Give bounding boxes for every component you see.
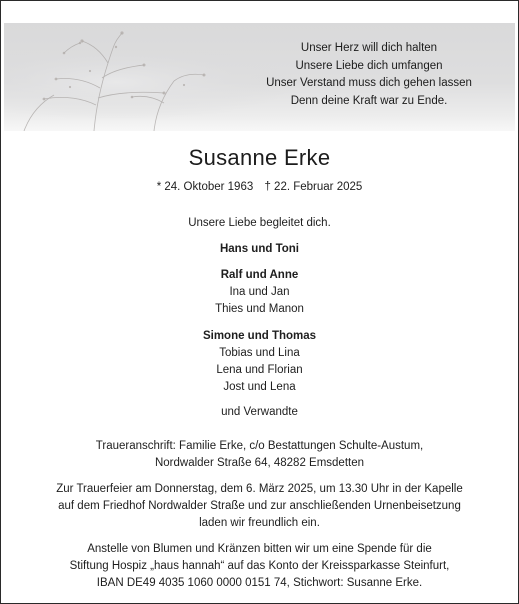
intro-text — [1, 215, 518, 232]
relatives-line: und Verwandte — [221, 406, 298, 418]
ceremony-line: auf dem Friedhof Nordwalder Straße und zur anschließenden Urnenbeisetzung — [58, 500, 461, 512]
death-date: † 22. Februar 2025 — [264, 181, 363, 193]
family-head: Simone und Thomas — [202, 330, 317, 342]
family-member: Ina und Jan — [229, 286, 290, 298]
donation-line: Stiftung Hospiz „haus hannah“ auf das Konto der Kreissparkasse Steinfurt, — [69, 560, 450, 572]
ceremony-text — [1, 481, 518, 532]
family-head: Ralf und Anne — [220, 269, 299, 281]
address-line: Nordwalder Straße 64, 48282 Emsdetten — [154, 457, 365, 469]
family-member: Jost und Lena — [223, 381, 296, 393]
deceased-name: Susanne Erke — [188, 145, 331, 170]
poem — [244, 40, 494, 110]
mourning-address — [1, 438, 518, 472]
ceremony-line: laden wir freundlich ein. — [199, 517, 320, 529]
life-dates — [1, 181, 518, 193]
header-image — [4, 23, 515, 131]
family-head: Hans und Toni — [219, 243, 299, 255]
address-line: Traueranschrift: Familie Erke, c/o Bestattungen Schulte-Austum, — [95, 440, 424, 452]
donation-line: Anstelle von Blumen und Kränzen bitten wir um eine Spende für die — [87, 543, 432, 555]
poem-line: Unser Verstand muss dich gehen lassen — [266, 77, 472, 89]
family-group-2 — [1, 267, 518, 318]
donation-text — [1, 541, 518, 592]
poem-line: Unser Herz will dich halten — [300, 42, 438, 54]
relatives-text — [1, 404, 518, 421]
poem-line: Denn deine Kraft war zu Ende. — [290, 94, 448, 107]
donation-line: IBAN DE49 4035 1060 0000 0151 74, Stichwort: Susanne Erke. — [96, 577, 423, 589]
ceremony-line: Zur Trauerfeier am Donnerstag, dem 6. März 2025, um 13.30 Uhr in der Kapelle — [56, 483, 463, 495]
poem-line: Unsere Liebe dich umfangen — [295, 59, 443, 72]
family-group-1 — [1, 241, 518, 258]
family-member: Thies und Manon — [215, 303, 304, 315]
family-member: Lena und Florian — [216, 364, 303, 376]
birth-date: * 24. Oktober 1963 — [156, 181, 254, 193]
intro-line: Unsere Liebe begleitet dich. — [188, 217, 331, 229]
family-member: Tobias und Lina — [219, 347, 300, 359]
family-group-3 — [1, 328, 518, 396]
